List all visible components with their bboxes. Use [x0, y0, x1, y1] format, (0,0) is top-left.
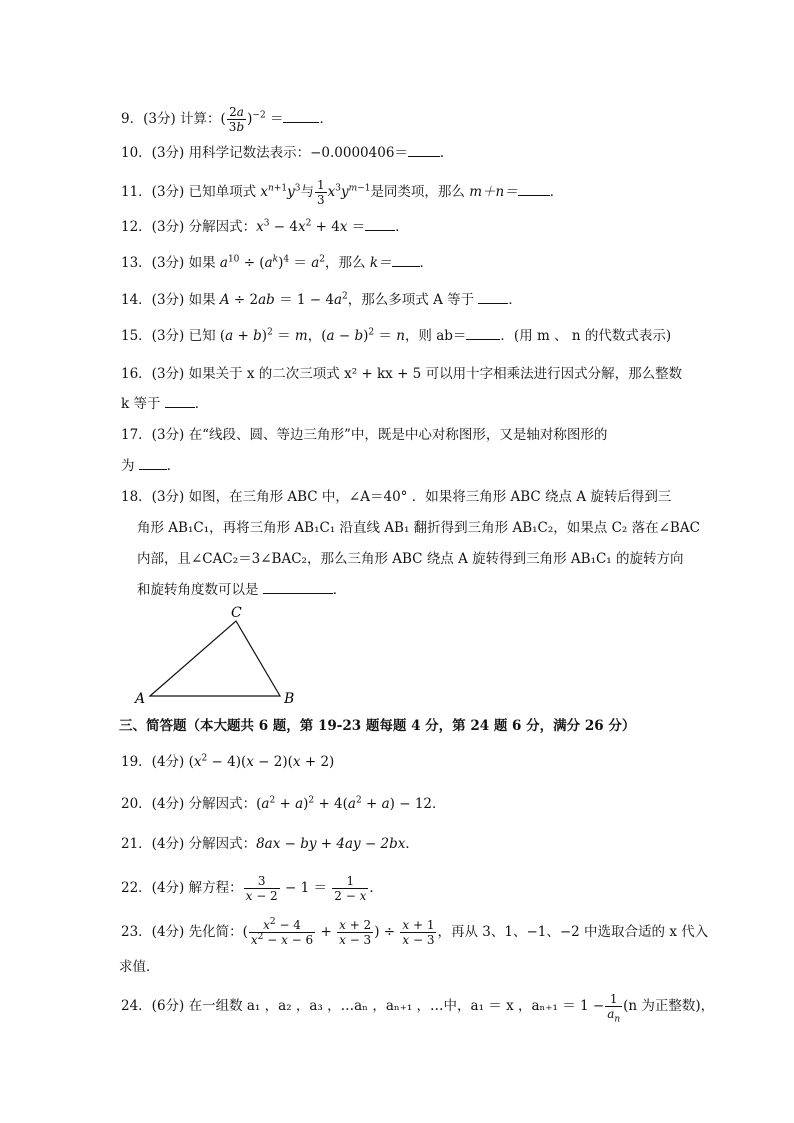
q17-blank[interactable]: [139, 456, 167, 470]
q16-blank[interactable]: [165, 394, 195, 408]
question-17-line2: 为 ．: [121, 458, 181, 474]
q15-blank[interactable]: [466, 326, 500, 340]
question-18-line3: 内部，且∠CAC₂＝3∠BAC₂，那么三角形 ABC 绕点 A 旋转得到三角形 AB₁C₁ 的旋转方向: [137, 551, 684, 567]
section-3-heading: 三、简答题（本大题共 6 题，第 19-23 题每题 4 分，第 24 题 6 分，满分 26 分）: [119, 718, 636, 734]
triangle-shape: [150, 621, 280, 696]
q14-blank[interactable]: [478, 290, 508, 304]
vertex-a-label: A: [135, 691, 146, 707]
question-23-line2: 求值．: [119, 959, 160, 975]
question-22: 22．(4分) 解方程： $\frac{3}{x - 2}$ − 1 ＝ $\frac{1}{2 - x}$ ．: [121, 874, 383, 903]
question-16: 16．(3分) 如果关于 x 的二次三项式 x² + kx + 5 可以用十字相乘法进行因式分解，那么整数: [121, 366, 683, 382]
vertex-c-label: C: [231, 605, 242, 621]
question-12: 12．(3分) 分解因式：$x^3 - 4x^2 + 4x$ ＝ ．: [121, 218, 409, 235]
q9-label: 9．(3分) 计算：: [121, 111, 221, 127]
question-19: 19．(4分) $(x^2 - 4)(x - 2)(x + 2)$: [121, 753, 335, 770]
q12-blank[interactable]: [365, 217, 395, 231]
q18-blank[interactable]: [263, 580, 333, 594]
q13-blank[interactable]: [392, 253, 420, 267]
q9-blank[interactable]: [283, 109, 319, 123]
question-18-line4: 和旋转角度数可以是 ．: [137, 582, 347, 598]
triangle-abc-figure: [130, 605, 305, 708]
question-11: 11．(3分) 已知单项式 $x^{n+1}y^3$与 $\frac{1}{3}$ $x^3y^{m-1}$是同类项，那么 m＋n＝ ．: [121, 178, 564, 207]
question-21: 21．(4分) 分解因式：8ax − by + 4ay − 2bx．: [121, 836, 419, 852]
question-24: 24．(6分) 在一组数 a₁ ，a₂ ，a₃ ，…aₙ ，aₙ₊₁ ，…中，a₁ ＝ x ，aₙ₊₁ ＝ 1 − $\frac{1}{a_n}$ (n 为正整数)，: [121, 992, 715, 1025]
question-14: 14．(3分) 如果 $A \div 2ab = 1 - 4a^2$，那么多项式 A 等于 ．: [121, 291, 522, 308]
question-9: 9．(3分) 计算：( $\frac{2a}{3b}$ )$^{-2}$ ＝ ．: [121, 105, 333, 134]
question-10: 10．(3分) 用科学记数法表示：−0.0000406＝ ．: [121, 145, 454, 161]
q11-blank[interactable]: [518, 182, 550, 196]
q9-fraction: $\frac{2a}{3b}$: [228, 105, 245, 134]
vertex-b-label: B: [284, 691, 295, 707]
question-17: 17．(3分) 在“线段、圆、等边三角形”中，既是中心对称图形，又是轴对称图形的: [121, 427, 608, 443]
question-20: 20．(4分) 分解因式：$(a^2 + a)^2 + 4(a^2 + a) - 12$．: [121, 795, 446, 812]
question-18: 18．(3分) 如图，在三角形 ABC 中，∠A＝40° ．如果将三角形 ABC 绕点 A 旋转后得到三: [121, 489, 672, 505]
question-15: 15．(3分) 已知 $(a + b)^2 = m$，$(a - b)^2 = n$，则 ab＝ ．(用 m 、 n 的代数式表示): [121, 327, 672, 344]
question-23: 23．(4分) 先化简：( $\frac{x^2 - 4}{x^2 - x - 6}$ + $\frac{x + 2}{x - 3}$ ) ÷ $\frac{x + 1}{x - 3}$ ，再从 3、1、−1、−2 中选取合适的 x 代入: [121, 917, 709, 947]
question-18-line2: 角形 AB₁C₁，再将三角形 AB₁C₁ 沿直线 AB₁ 翻折得到三角形 AB₁C₂，如果点 C₂ 落在∠BAC: [137, 520, 700, 536]
q10-blank[interactable]: [408, 143, 440, 157]
question-13: 13．(3分) 如果 $a^{10} \div (a^k)^4 = a^2$，那么 k＝ ．: [121, 254, 433, 271]
question-16-line2: k 等于 ．: [121, 396, 209, 412]
